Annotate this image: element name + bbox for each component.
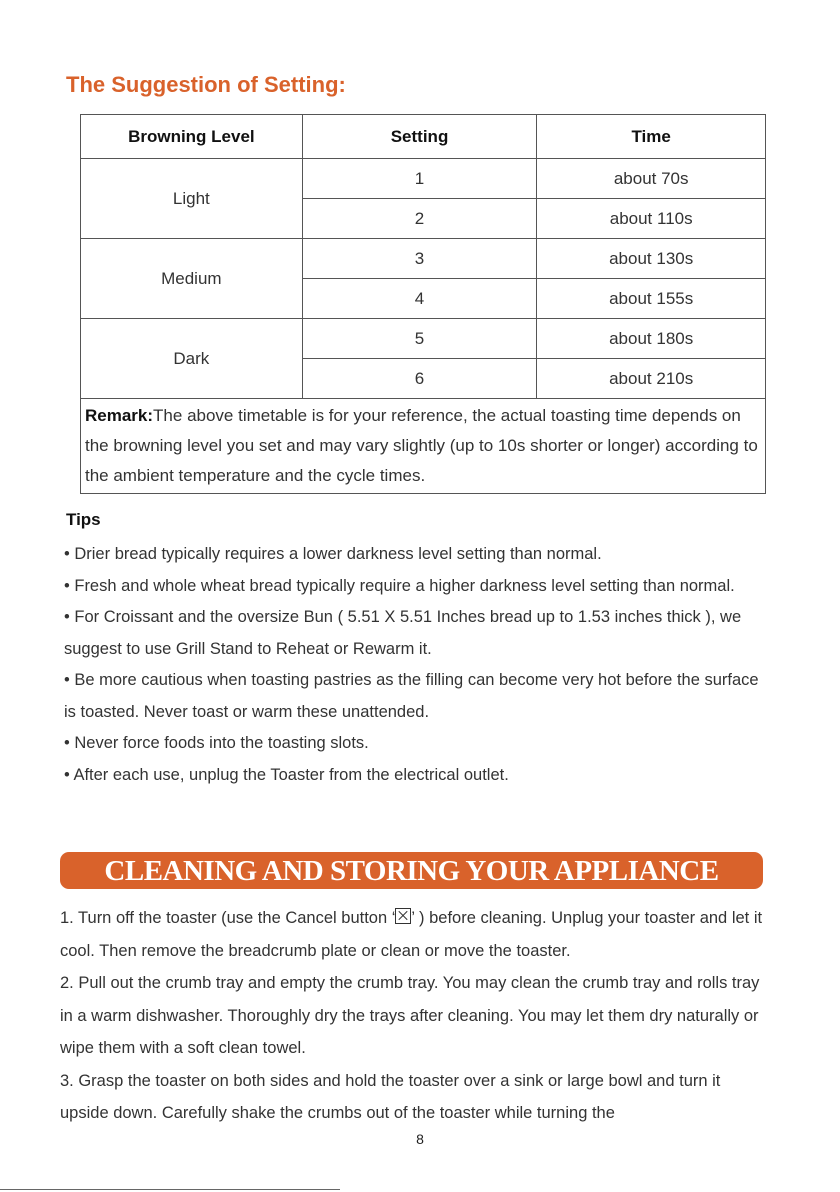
table-header-row [81, 115, 766, 159]
setting-cell: 2 [302, 199, 537, 239]
remark-label: Remark: [85, 406, 154, 425]
remark-text: The above timetable is for your reference, the actual toasting time depends on the browning level you set and may vary slightly (up to 10s shorter or longer) according to the ambient temperature and the cycle times. [85, 406, 758, 485]
setting-cell: 6 [302, 359, 537, 399]
header-browning-level: Browning Level [81, 115, 303, 159]
tip-item: • Drier bread typically requires a lower darkness level setting than normal. [64, 545, 602, 563]
cleaning-step-1 [60, 902, 770, 967]
level-cell: Light [81, 159, 303, 239]
setting-cell: 4 [302, 279, 537, 319]
step1-text-start: 1. Turn off the toaster (use the Cancel button ‘ [60, 909, 396, 927]
time-cell: about 130s [537, 239, 766, 279]
cleaning-step-3: 3. Grasp the toaster on both sides and hold the toaster over a sink or large bowl and turn it upside down. Carefully shake the crumbs out of the toaster while turning the [60, 1071, 721, 1122]
cleaning-steps [60, 902, 770, 1130]
page-number: 8 [416, 1131, 424, 1147]
cleaning-step-2: 2. Pull out the crumb tray and empty the crumb tray. You may clean the crumb tray and rolls tray in a warm dishwasher. Thoroughly dry the trays after cleaning. You may let them dry naturally or wipe them with a soft clean towel. [60, 974, 760, 1057]
step1-text-end: ’ ) before cleaning. Unplug your toaster and let it cool. Then remove the breadcrumb plate or clean or move the toaster. [60, 909, 763, 960]
setting-cell: 3 [302, 239, 537, 279]
section-heading: The Suggestion of Setting: [66, 72, 346, 97]
tip-item: • After each use, unplug the Toaster from the electrical outlet. [64, 765, 509, 784]
time-cell: about 110s [537, 199, 766, 239]
setting-cell: 5 [302, 319, 537, 359]
header-setting: Setting [302, 115, 537, 159]
cleaning-banner: CLEANING AND STORING YOUR APPLIANCE [60, 852, 763, 889]
remark-row [81, 399, 766, 494]
tip-item: • Be more cautious when toasting pastries as the filling can become very hot before the surface is toasted. Never toast or warm these unattended. [64, 671, 759, 721]
tip-item: • For Croissant and the oversize Bun ( 5.51 X 5.51 Inches bread up to 1.53 inches thick ), we suggest to use Grill Stand to Reheat or Rewarm it. [64, 608, 742, 658]
table-row [81, 319, 766, 359]
tip-item: • Fresh and whole wheat bread typically require a higher darkness level setting than normal. [64, 576, 735, 595]
level-cell: Medium [81, 239, 303, 319]
time-cell: about 155s [537, 279, 766, 319]
settings-table [80, 114, 766, 494]
setting-cell: 1 [302, 159, 537, 199]
table-row [81, 159, 766, 199]
tip-item: • Never force foods into the toasting slots. [64, 734, 369, 752]
bottom-divider [0, 1189, 340, 1190]
header-time: Time [537, 115, 766, 159]
cancel-button-icon [395, 908, 411, 924]
time-cell: about 180s [537, 319, 766, 359]
time-cell: about 210s [537, 359, 766, 399]
remark-cell [81, 399, 766, 494]
level-cell: Dark [81, 319, 303, 399]
tips-title: Tips [66, 510, 101, 529]
table-row [81, 239, 766, 279]
time-cell: about 70s [537, 159, 766, 199]
tips-list [64, 539, 774, 791]
